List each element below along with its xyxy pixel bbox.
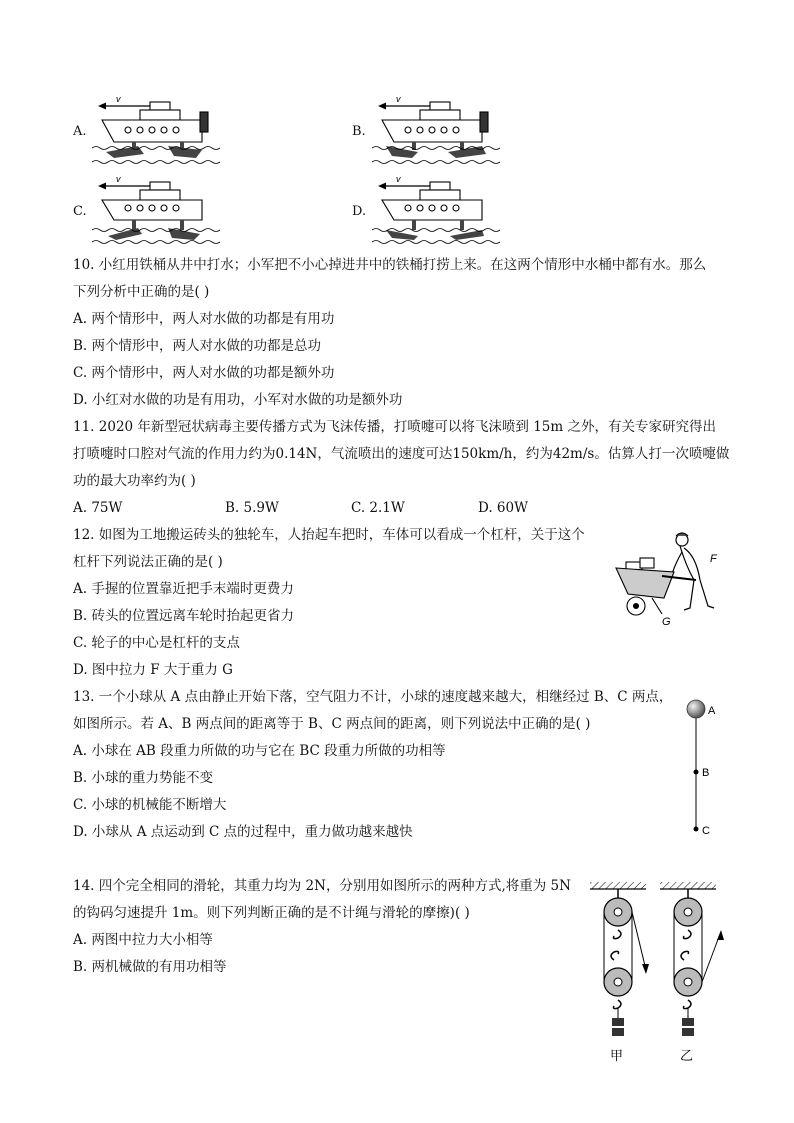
q9-option-b-label: B. xyxy=(352,124,366,139)
point-a-label: A xyxy=(708,705,716,717)
q10-option-d: D. 小红对水做的功是有用功，小军对水做的功是额外功 xyxy=(73,392,403,408)
ball-icon xyxy=(687,700,705,718)
q14-stem-line2: 的钩码匀速提升 1m。则下列判断正确的是不计绳与滑轮的摩擦)( ) xyxy=(73,905,470,921)
q9-option-d-label: D. xyxy=(352,204,367,219)
q12-option-a: A. 手握的位置靠近把手末端时更费力 xyxy=(73,581,294,597)
hydrofoil-icon xyxy=(106,142,202,158)
falling-ball-figure xyxy=(680,696,720,840)
velocity-label: v xyxy=(396,94,401,104)
left-label: 甲 xyxy=(610,1048,624,1063)
q13-option-a: A. 小球在 AB 段重力所做的功与它在 BC 段重力所做的功相等 xyxy=(73,743,446,759)
q10-option-c: C. 两个情形中，两人对水做的功都是额外功 xyxy=(73,365,335,381)
force-f-label: F xyxy=(710,553,717,565)
boat-icon xyxy=(102,182,202,220)
pulley-system-right xyxy=(660,882,724,1063)
velocity-label: v xyxy=(116,94,121,104)
boat-figure-b xyxy=(372,92,502,166)
q9-option-a-label: A. xyxy=(73,124,87,139)
velocity-label: v xyxy=(396,174,401,184)
q11-option-d: D. 60W xyxy=(478,500,528,516)
q9-option-c-label: C. xyxy=(73,204,87,219)
q13-option-d: D. 小球从 A 点运动到 C 点的过程中，重力做功越来越快 xyxy=(73,824,413,840)
boat-icon xyxy=(382,102,488,142)
q12-option-d: D. 图中拉力 F 大于重力 G xyxy=(73,662,233,678)
q14-stem-line1: 14. 四个完全相同的滑轮，其重力均为 2N，分别用如图所示的两种方式,将重为 5N xyxy=(73,878,571,894)
gravity-g-label: G xyxy=(662,616,671,628)
boat-icon xyxy=(382,182,482,220)
q10-option-a: A. 两个情形中，两人对水做的功都是有用功 xyxy=(73,311,335,327)
wheelbarrow-figure xyxy=(612,528,730,628)
pulley-figure xyxy=(586,880,736,1070)
q10-stem-line1: 10. 小红用铁桶从井中打水；小军把不小心掉进井中的铁桶打捞上来。在这两个情形中水桶中都有水。那么 xyxy=(73,257,707,273)
boat-figure-c xyxy=(92,172,222,246)
hydrofoil-icon xyxy=(386,220,484,240)
weight-icon xyxy=(612,1018,624,1026)
q11-stem-line1: 11. 2020 年新型冠状病毒主要传播方式为飞沫传播，打喷嚏可以将飞沫喷到 15m 之外，有关专家研究得出 xyxy=(73,419,716,435)
q13-option-b: B. 小球的重力势能不变 xyxy=(73,770,214,786)
q11-stem-line3: 功的最大功率约为( ) xyxy=(73,473,196,489)
q12-option-c: C. 轮子的中心是杠杆的支点 xyxy=(73,635,240,651)
right-label: 乙 xyxy=(680,1048,694,1063)
q10-option-b: B. 两个情形中，两人对水做的功都是总功 xyxy=(73,338,322,354)
q13-stem-line2: 如图所示。若 A、B 两点间的距离等于 B、C 两点间的距离，则下列说法中正确的是( ) xyxy=(73,716,591,732)
point-b-dot xyxy=(694,770,699,775)
q11-option-a: A. 75W xyxy=(73,500,123,516)
q12-stem-line2: 杠杆下列说法正确的是( ) xyxy=(73,554,223,570)
boat-figure-d xyxy=(372,172,502,246)
worker-icon xyxy=(672,533,714,610)
weight-icon xyxy=(682,1018,694,1026)
q10-stem-line2: 下列分析中正确的是( ) xyxy=(73,284,210,300)
wheelbarrow-icon xyxy=(616,558,696,615)
point-c-dot xyxy=(694,827,699,832)
boat-icon xyxy=(102,102,208,142)
velocity-label: v xyxy=(116,174,121,184)
q14-option-b: B. 两机械做的有用功相等 xyxy=(73,959,227,975)
point-b-label: B xyxy=(702,767,710,779)
boat-figure-a xyxy=(92,92,222,166)
point-c-label: C xyxy=(702,825,710,837)
q11-option-c: C. 2.1W xyxy=(351,500,405,516)
q12-stem-line1: 12. 如图为工地搬运砖头的独轮车，人抬起车把时，车体可以看成一个杠杆，关于这个 xyxy=(73,527,585,543)
q13-option-c: C. 小球的机械能不断增大 xyxy=(73,797,227,813)
q11-stem-line2: 打喷嚏时口腔对气流的作用力约为0.14N，气流喷出的速度可达150km/h，约为42m/s。估算人打一次喷嚏做 xyxy=(73,446,730,462)
q11-option-b: B. 5.9W xyxy=(225,500,279,516)
q14-option-a: A. 两图中拉力大小相等 xyxy=(73,932,213,948)
hydrofoil-icon xyxy=(108,220,200,240)
hydrofoil-icon xyxy=(386,142,486,158)
q13-stem-line1: 13. 一个小球从 A 点由静止开始下落，空气阻力不计，小球的速度越来越大，相继经过 B、C 两点， xyxy=(73,689,673,705)
q12-option-b: B. 砖头的位置远离车轮时抬起更省力 xyxy=(73,608,295,624)
pulley-system-left xyxy=(590,882,649,1063)
